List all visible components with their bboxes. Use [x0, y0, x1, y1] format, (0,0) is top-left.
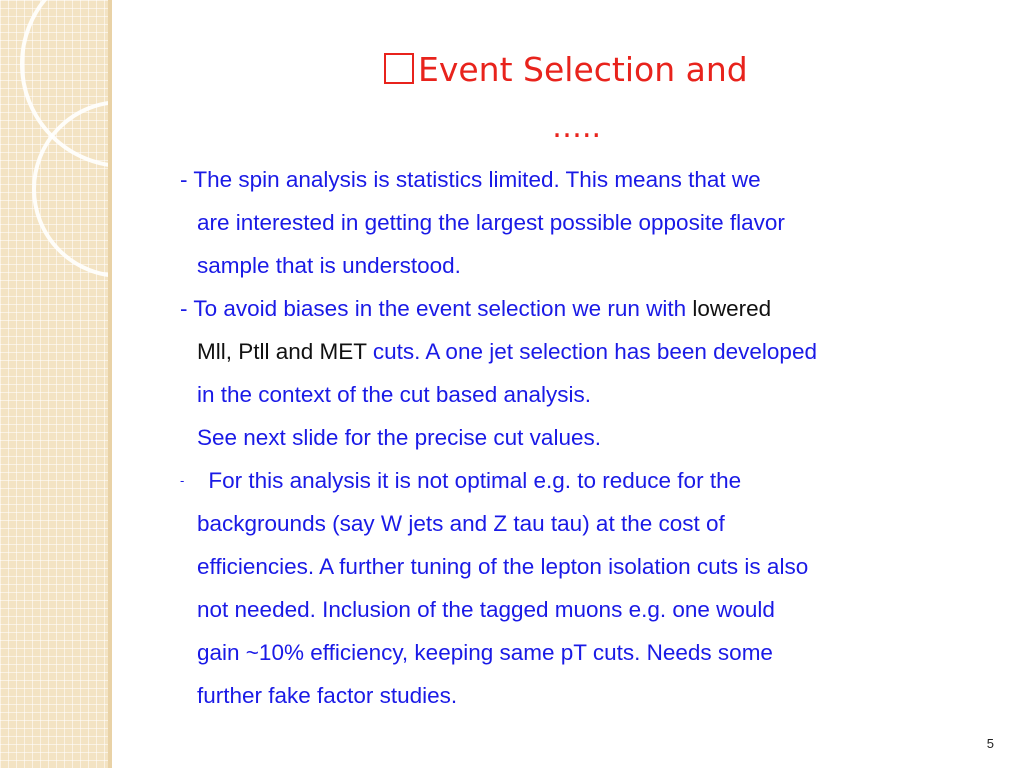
bullet-line: not needed. Inclusion of the tagged muons e.g. one would [197, 597, 775, 622]
bullet-line: - The spin analysis is statistics limited. This means that we [180, 167, 761, 192]
bullet-dash: - [180, 296, 194, 321]
strip-edge [108, 0, 112, 768]
slide-body [180, 158, 1000, 717]
decorative-side-strip [0, 0, 112, 768]
bullet-line: efficiencies. A further tuning of the lepton isolation cuts is also [197, 554, 809, 579]
bullet-3 [180, 459, 1000, 717]
slide-title-text: Event Selection and [418, 50, 748, 89]
bullet-2 [180, 287, 1000, 459]
bullet-dash: - [180, 473, 185, 488]
bullet-line: in the context of the cut based analysis. [197, 382, 591, 407]
bullet-line: See next slide for the precise cut values. [197, 425, 601, 450]
bullet-1 [180, 158, 1000, 287]
bullet-line: gain ~10% efficiency, keeping same pT cuts. Needs some [197, 640, 773, 665]
checkbox-icon [384, 53, 414, 84]
bullet-line: backgrounds (say W jets and Z tau tau) at the cost of [197, 511, 725, 536]
bullet-line: - For this analysis it is not optimal e.g. to reduce for the [180, 468, 742, 493]
slide-title [384, 48, 748, 92]
page-number: 5 [986, 736, 994, 751]
bullet-line: sample that is understood. [197, 253, 461, 278]
bullet-line: - To avoid biases in the event selection we run with lowered [180, 296, 772, 321]
slide-title-continuation: ….. [552, 110, 602, 145]
bullet-line: Mll, Ptll and MET cuts. A one jet selection has been developed [197, 339, 817, 364]
bullet-dash: - [180, 167, 194, 192]
bullet-line: are interested in getting the largest possible opposite flavor [197, 210, 785, 235]
bullet-line: further fake factor studies. [197, 683, 458, 708]
